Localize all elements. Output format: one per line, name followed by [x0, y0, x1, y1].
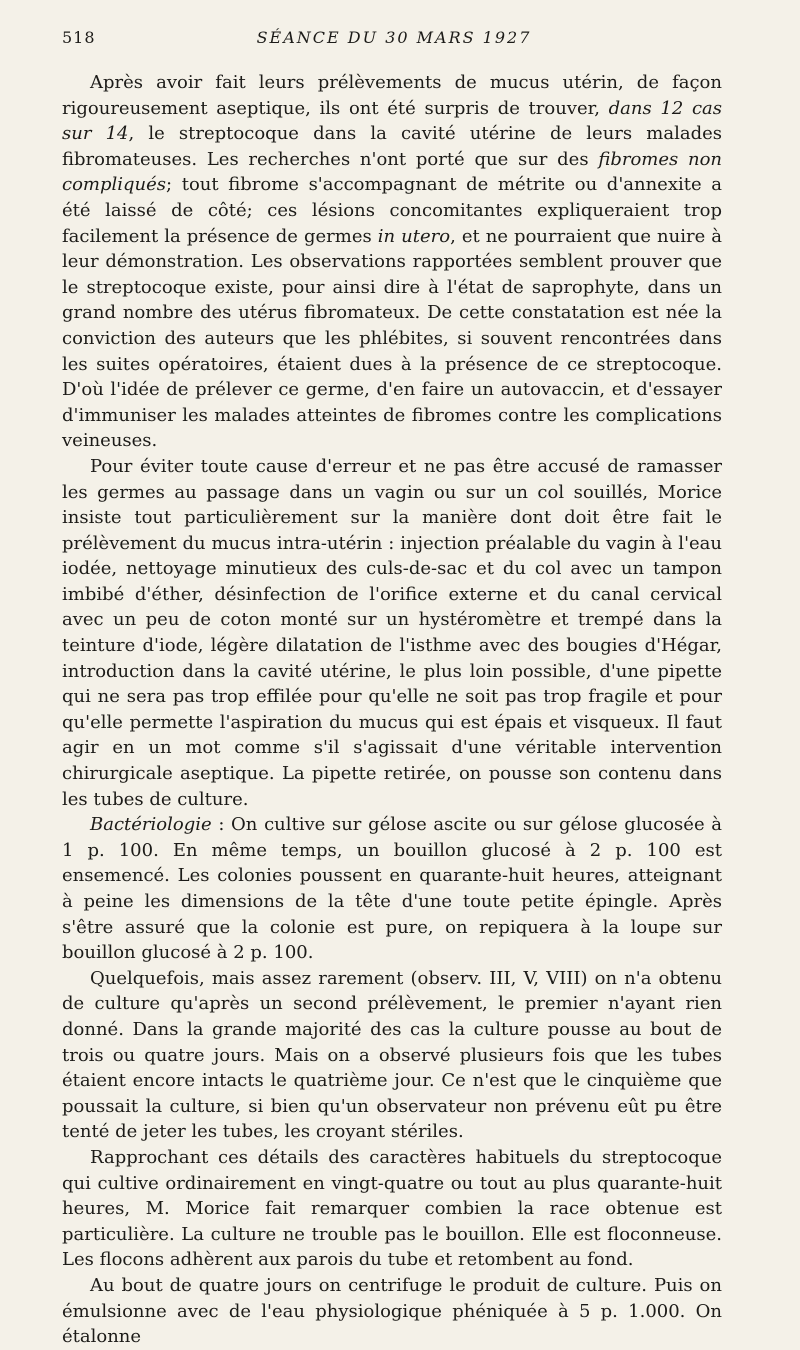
italic-run: in utero [377, 225, 451, 247]
text-run: ; tout fibrome s'accompagnant de métrite ou d'annexite a été laissé de côté; ces lésions concomitantes expliqueraient trop facilement la présence de germes [62, 174, 722, 247]
paragraph [62, 454, 722, 812]
paragraph [62, 966, 722, 1145]
section-label: Bactériologie [90, 814, 212, 836]
text-run: , le streptocoque dans la cavité utérine de leurs malades fibromateuses. Les recherches n'ont porté que sur des [62, 123, 722, 170]
italic-run: fibromes non compliqués [62, 148, 723, 196]
text-run: : On cultive sur gélose ascite ou sur gélose glucosée à 1 p. 100. En même temps, un bouillon glucosé à 2 p. 100 est ensemencé. Les colonies poussent en quarante-huit heures, atteignant à peine les dimensions de la tête d'une toute petite épingle. Après s'être assuré que la colonie est pure, on repiquera à la loupe sur bouillon glucosé à 2 p. 100. [62, 814, 722, 964]
text-run: , et ne pourraient que nuire à leur démonstration. Les observations rapportées semblent prouver que le streptocoque existe, pour ainsi dire à l'état de saprophyte, dans un grand nombre des utérus fibromateux. De cette constatation est née la conviction des auteurs que les phlébites, si souvent rencontrées dans les suites opératoires, étaient dues à la présence de ce streptocoque. D'où l'idée de prélever ce germe, d'en faire un autovaccin, et d'essayer d'immuniser les malades atteintes de fibromes contre les complications veineuses. [62, 225, 722, 452]
text-run: Quelquefois, mais assez rarement (observ. III, V, VIII) on n'a obtenu de culture qu'après un second prélèvement, le premier n'ayant rien donné. Dans la grande majorité des cas la culture pousse au bout de trois ou quatre jours. Mais on a observé plusieurs fois que les tubes étaient encore intacts le quatrième jour. Ce n'est que le cinquième que poussait la culture, si bien qu'un observateur non prévenu eût pu être tenté de jeter les tubes, les croyant stériles. [62, 967, 722, 1143]
body-text [62, 70, 722, 1350]
paragraph [62, 70, 722, 454]
text-run: Au bout de quatre jours on centrifuge le produit de culture. Puis on émulsionne avec de l'eau physiologique phéniquée à 5 p. 1.000. On étalonne [62, 1274, 722, 1348]
running-title: SÉANCE DU 30 MARS 1927 [256, 28, 532, 47]
paragraph [62, 1145, 722, 1273]
text-run: Pour éviter toute cause d'erreur et ne pas être accusé de ramasser les germes au passage dans un vagin ou sur un col souillés, Morice insiste tout particulièrement sur la manière dont doit être fait le prélèvement du mucus intra-utérin : injection préalable du vagin à l'eau iodée, nettoyage minutieux des culs-de-sac et du col avec un tampon imbibé d'éther, désinfection de l'orifice externe et du canal cervical avec un peu de coton monté sur un hystéromètre et trempé dans la teinture d'iode, légère dilatation de l'isthme avec des bougies d'Hégar, introduction dans la cavité utérine, le plus loin possible, d'une pipette qui ne sera pas trop effilée pour qu'elle ne soit pas trop fragile et pour qu'elle permette l'aspiration du mucus qui est épais et visqueux. Il faut agir en un mot comme s'il s'agissait d'une véritable intervention chirurgicale aseptique. La pipette retirée, on pousse son contenu dans les tubes de culture. [62, 455, 722, 810]
running-header [62, 28, 726, 52]
text-run: Après avoir fait leurs prélèvements de mucus utérin, de façon rigoureusement aseptique, ils ont été surpris de trouver, [62, 72, 722, 119]
page-number: 518 [62, 28, 96, 47]
paragraph [62, 812, 722, 966]
paragraph [62, 1273, 722, 1350]
text-run: Rapprochant ces détails des caractères habituels du streptocoque qui cultive ordinairement en vingt-quatre ou tout au plus quarante-huit heures, M. Morice fait remarquer combien la race obtenue est particulière. La culture ne trouble pas le bouillon. Elle est floconneuse. Les flocons adhèrent aux parois du tube et retombent au fond. [62, 1146, 722, 1271]
italic-run: dans 12 cas sur 14 [62, 97, 723, 145]
